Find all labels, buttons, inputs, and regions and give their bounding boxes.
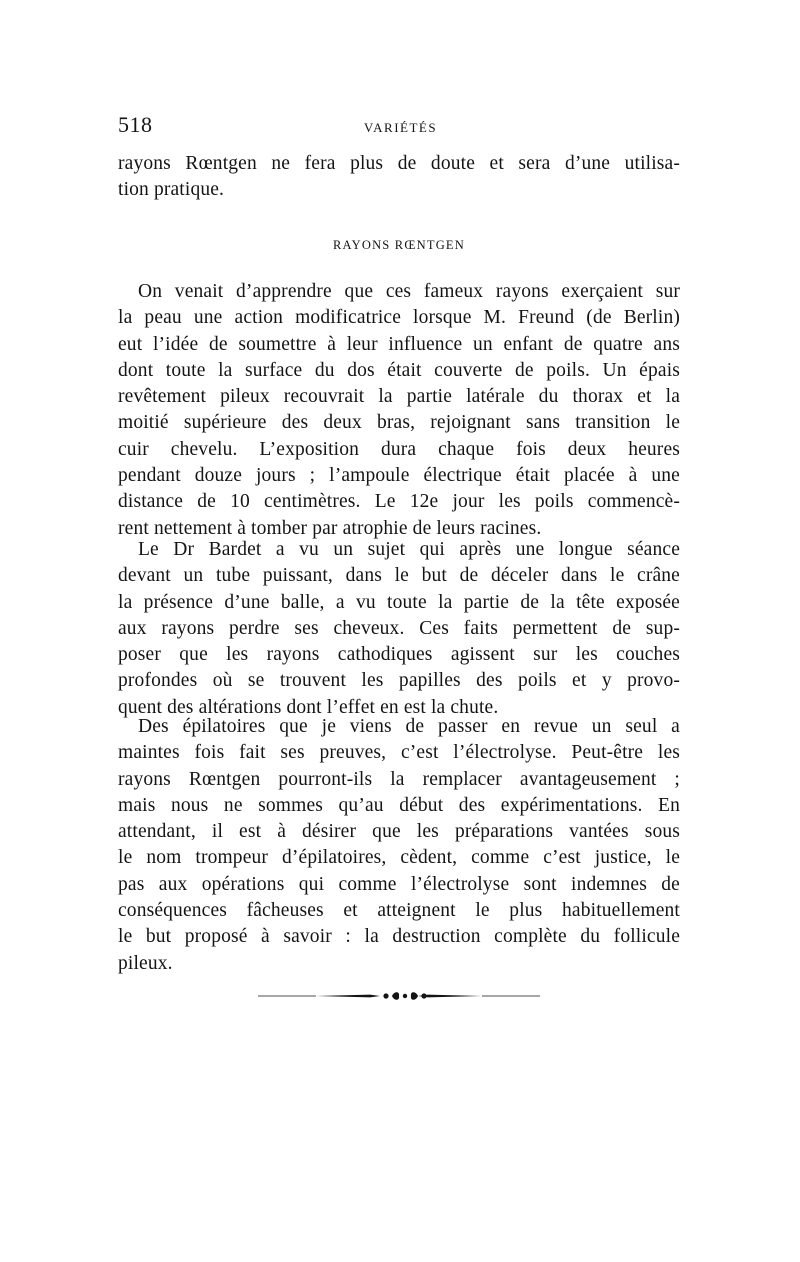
text-line: pileux. <box>118 952 173 974</box>
text-line: la présence d’une balle, a vu toute la partie de la tête exposée <box>118 591 680 613</box>
continued-paragraph <box>118 151 680 204</box>
text-line: pendant douze jours ; l’ampoule électrique était placée à une <box>118 465 680 487</box>
paragraph-bardet <box>118 537 680 721</box>
text-line: revêtement pileux recouvrait la partie latérale du thorax et la <box>118 386 680 408</box>
text-line: attendant, il est à désirer que les préparations vantées sous <box>118 821 680 843</box>
page-number: 518 <box>118 112 153 137</box>
text-line: le but proposé à savoir : la destruction complète du follicule <box>118 926 680 948</box>
text-line: rayons Rœntgen pourront-ils la remplacer avantageusement ; <box>118 768 680 790</box>
text-line: eut l’idée de soumettre à leur influence un enfant de quatre ans <box>118 333 680 355</box>
text-line: maintes fois fait ses preuves, c’est l’électrolyse. Peut-être les <box>118 742 680 764</box>
text-line: conséquences fâcheuses et atteignent le plus habituellement <box>118 900 680 922</box>
fleuron-divider-icon <box>258 989 540 1003</box>
section-title: RAYONS RŒNTGEN <box>333 238 465 252</box>
text-line: dont toute la surface du dos était couverte de poils. Un épais <box>118 359 680 381</box>
text-line: On venait d’apprendre que ces fameux rayons exerçaient sur <box>138 281 680 302</box>
text-line: distance de 10 centimètres. Le 12e jour les poils commencè- <box>118 491 680 513</box>
text-line: moitié supérieure des deux bras, rejoignant sans transition le <box>118 412 680 434</box>
text-line: aux rayons perdre ses cheveux. Ces faits permettent de sup- <box>118 617 680 639</box>
text-line: devant un tube puissant, dans le but de déceler dans le crâne <box>118 565 680 587</box>
text-line: le nom trompeur d’épilatoires, cèdent, comme c’est justice, le <box>118 847 680 869</box>
text-line: Des épilatoires que je viens de passer en revue un seul a <box>138 716 680 737</box>
text-line: la peau une action modificatrice lorsque M. Freund (de Berlin) <box>118 307 680 329</box>
text-line: poser que les rayons cathodiques agissent sur les couches <box>118 644 680 666</box>
running-head <box>118 112 683 142</box>
text-line: mais nous ne sommes qu’au début des expérimentations. En <box>118 794 680 816</box>
text-line: profondes où se trouvent les papilles des poils et y provo- <box>118 670 680 692</box>
text-line: Le Dr Bardet a vu un sujet qui après une longue séance <box>138 539 680 560</box>
text-line: quent des altérations dont l’effet en est la chute. <box>118 696 499 718</box>
text-line: rayons Rœntgen ne fera plus de doute et sera d’une utilisa- <box>118 153 680 174</box>
running-title: VARIÉTÉS <box>363 120 438 135</box>
text-line: rent nettement à tomber par atrophie de leurs racines. <box>118 517 542 539</box>
text-line: pas aux opérations qui comme l’électrolyse sont indemnes de <box>118 873 680 895</box>
text-line: tion pratique. <box>118 179 225 201</box>
paragraph-epilatoires <box>118 714 680 977</box>
text-line: cuir chevelu. L’exposition dura chaque fois deux heures <box>118 438 680 460</box>
paragraph-freund <box>118 279 680 542</box>
